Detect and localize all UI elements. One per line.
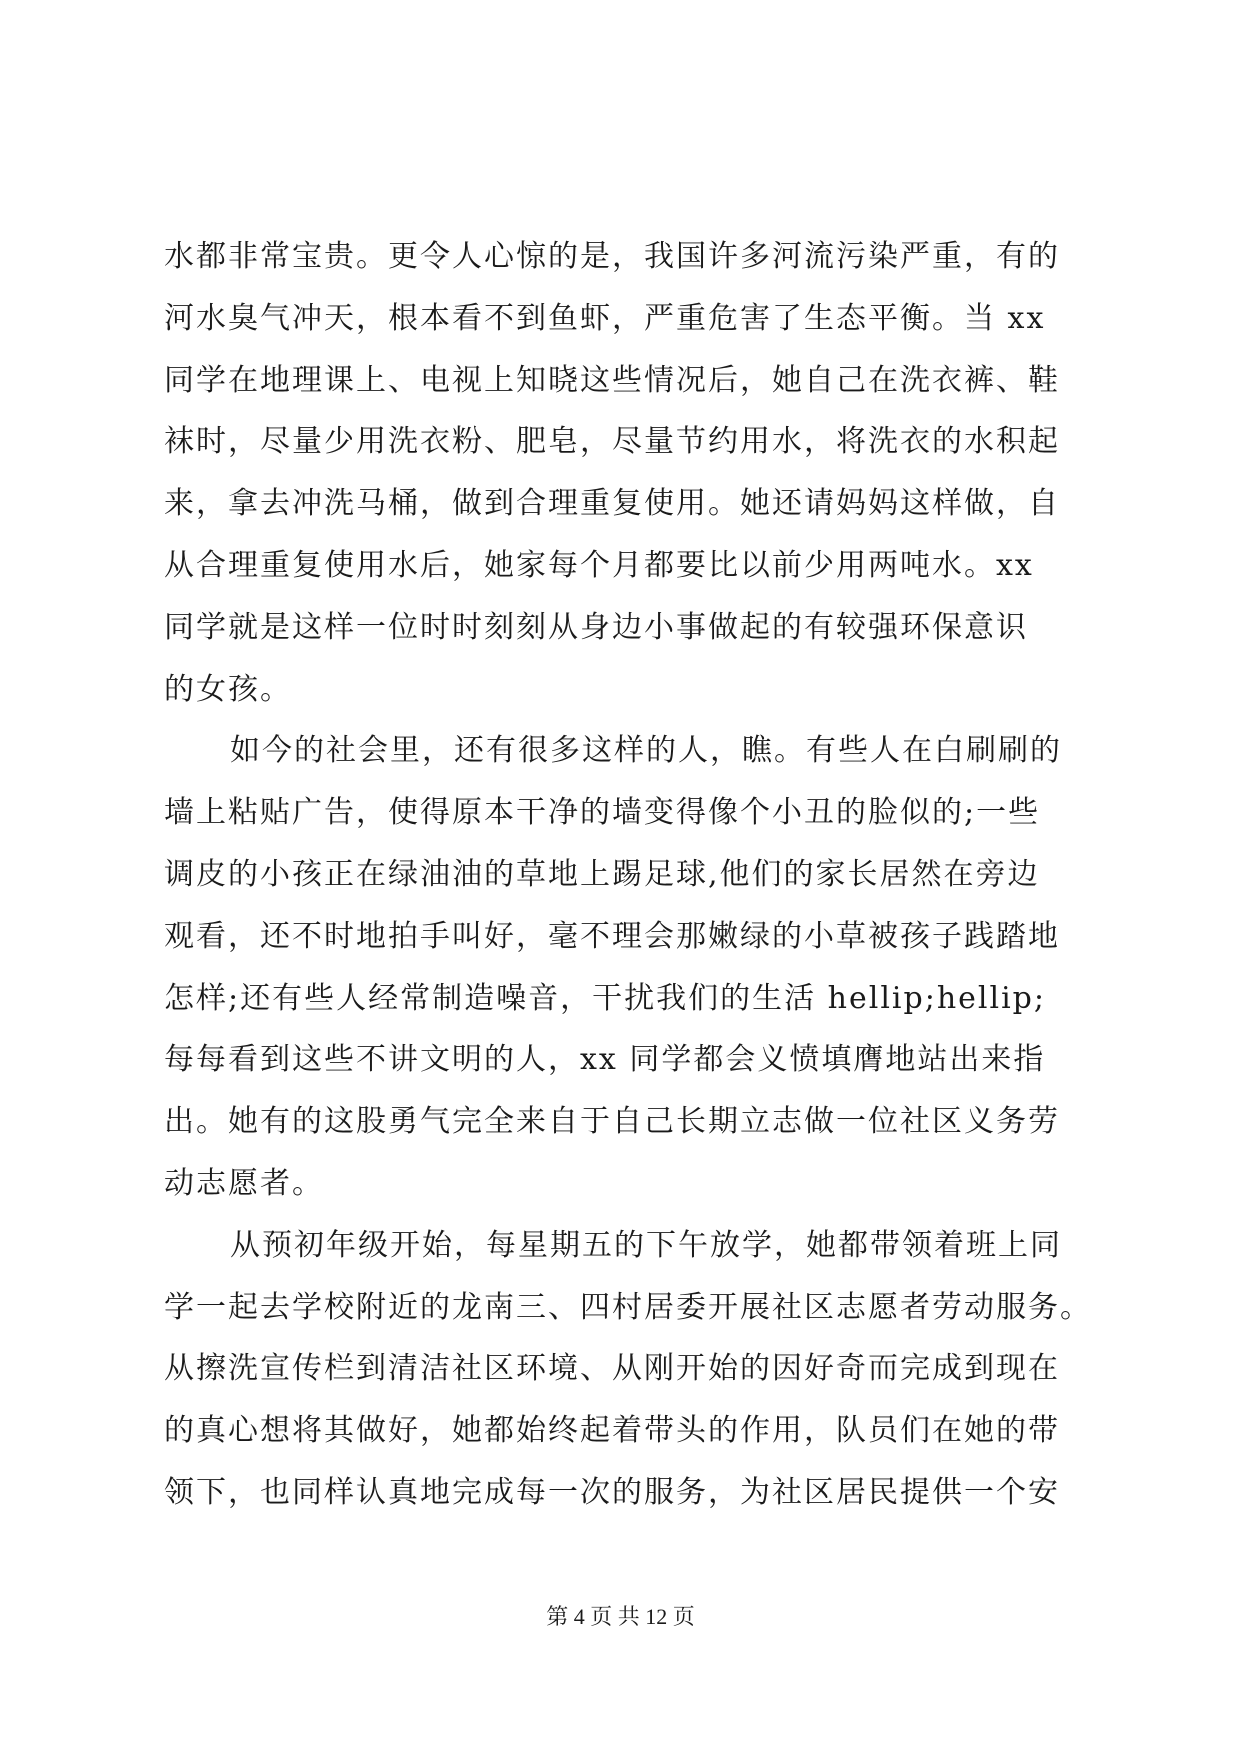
text-line: 的女孩。 (164, 671, 292, 707)
text-line: 从合理重复使用水后，她家每个月都要比以前少用两吨水。xx (164, 547, 1034, 583)
text-line: 从擦洗宣传栏到清洁社区环境、从刚开始的因好奇而完成到现在 (164, 1351, 1060, 1387)
document-body (164, 226, 1092, 1524)
text-line: 同学就是这样一位时时刻刻从身边小事做起的有较强环保意识 (164, 609, 1028, 645)
text-line: 河水臭气冲天，根本看不到鱼虾，严重危害了生态平衡。当 xx (164, 300, 1046, 336)
text-line: 水都非常宝贵。更令人心惊的是，我国许多河流污染严重，有的 (164, 239, 1060, 274)
text-line: 学一起去学校附近的龙南三、四村居委开展社区志愿者劳动服务。 (164, 1289, 1092, 1325)
paragraph-first-line: 如今的社会里，还有很多这样的人，瞧。有些人在白刷刷的 (230, 733, 1062, 769)
paragraph-first-line: 从预初年级开始，每星期五的下午放学，她都带领着班上同 (230, 1227, 1062, 1263)
text-line: 袜时，尽量少用洗衣粉、肥皂，尽量节约用水，将洗衣的水积起 (164, 424, 1060, 460)
text-line: 墙上粘贴广告，使得原本干净的墙变得像个小丑的脸似的;一些 (164, 795, 1041, 831)
text-line: 出。她有的这股勇气完全来自于自己长期立志做一位社区义务劳 (164, 1104, 1060, 1140)
text-line: 来，拿去冲洗马桶，做到合理重复使用。她还请妈妈这样做，自 (164, 486, 1060, 522)
text-line: 怎样;还有些人经常制造噪音，干扰我们的生活 hellip;hellip; (164, 980, 1046, 1016)
text-line: 调皮的小孩正在绿油油的草地上踢足球,他们的家长居然在旁边 (164, 856, 1040, 892)
text-line: 每每看到这些不讲文明的人，xx 同学都会义愤填膺地站出来指 (164, 1042, 1046, 1078)
text-line: 观看，还不时地拍手叫好，毫不理会那嫩绿的小草被孩子践踏地 (164, 918, 1060, 954)
text-line: 的真心想将其做好，她都始终起着带头的作用，队员们在她的带 (164, 1413, 1060, 1449)
text-line: 同学在地理课上、电视上知晓这些情况后，她自己在洗衣裤、鞋 (164, 362, 1060, 398)
page-number-footer: 第 4 页 共 12 页 (546, 1604, 695, 1629)
text-line: 领下，也同样认真地完成每一次的服务，为社区居民提供一个安 (164, 1474, 1060, 1510)
text-line: 动志愿者。 (164, 1165, 324, 1201)
